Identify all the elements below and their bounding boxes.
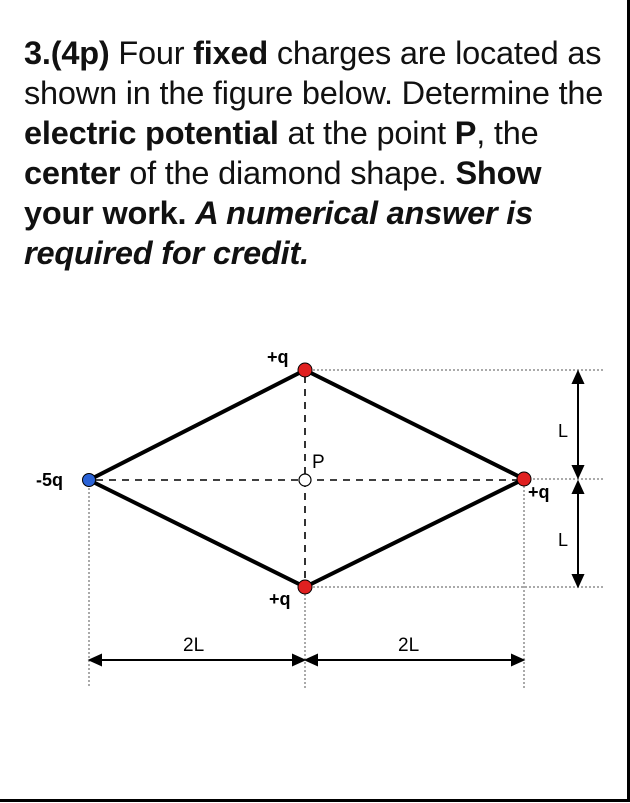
text-segment: Four <box>109 35 194 71</box>
required-note: A numerical answer is required for credit. <box>24 195 533 271</box>
text-segment: of the diamond shape. <box>120 155 456 191</box>
text-segment: charges are located as shown in the figure below. Determine the <box>24 35 604 111</box>
lower-arrowhead-top <box>573 482 583 493</box>
charge-top <box>298 363 312 377</box>
charge-bottom <box>298 580 312 594</box>
text-emphasis: P <box>454 115 477 151</box>
text-segment: at the point <box>278 115 455 151</box>
horizontal-dimension <box>90 655 523 665</box>
dimension-upper-label: L <box>558 421 569 441</box>
problem-number: 3.(4p) <box>24 35 110 71</box>
left-arrowhead-right <box>293 655 304 665</box>
point-p-label: P <box>312 452 325 473</box>
right-arrowhead-right <box>512 655 523 665</box>
text-emphasis: Show your work. <box>24 155 542 231</box>
charge-top-label: +q <box>267 347 289 367</box>
charge-left <box>83 474 96 487</box>
text-emphasis: center <box>24 155 121 191</box>
dimension-left-label: 2L <box>183 635 205 656</box>
charge-right-label: +q <box>528 482 550 502</box>
text-emphasis: electric potential <box>24 115 279 151</box>
charge-left-label: -5q <box>36 470 63 490</box>
right-arrowhead-left <box>306 655 317 665</box>
text-emphasis: fixed <box>193 35 269 71</box>
upper-arrowhead-top <box>573 372 583 383</box>
reference-lines <box>89 370 604 688</box>
text-segment: , the <box>476 115 539 151</box>
upper-arrowhead-bottom <box>573 466 583 477</box>
charge-bottom-label: +q <box>269 589 291 609</box>
dimension-lower-label: L <box>558 530 569 550</box>
lower-arrowhead-bottom <box>573 575 583 586</box>
dimension-right-label: 2L <box>398 635 420 656</box>
point-p-marker <box>299 474 311 486</box>
left-arrowhead-left <box>90 655 101 665</box>
